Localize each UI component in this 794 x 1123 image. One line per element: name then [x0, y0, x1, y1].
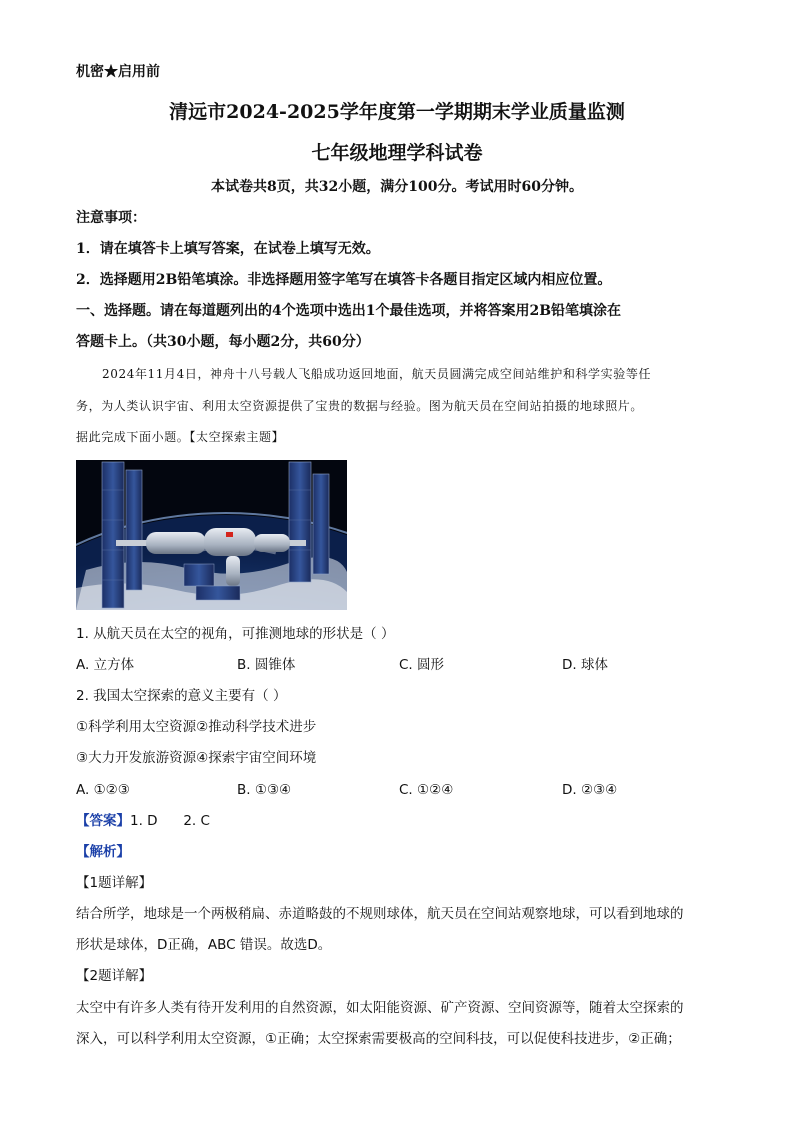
passage-line-1: 2024年11月4日，神舟十八号载人飞船成功返回地面，航天员圆满完成空间站维护和科学实验等任 [102, 367, 652, 381]
passage-line-2: 务，为人类认识宇宙、利用太空资源提供了宝贵的数据与经验。图为航天员在空间站拍摄的地球照片。 [76, 399, 644, 413]
exam-subtitle: 七年级地理学科试卷 [311, 142, 483, 164]
analysis-label: 【解析】 [76, 844, 130, 860]
confidential-mark: 机密★启用前 [76, 64, 160, 80]
exam-info: 本试卷共8页，共32小题，满分100分。考试用时60分钟。 [211, 179, 583, 195]
question-1-stem: 1. 从航天员在太空的视角，可推测地球的形状是（ ） [76, 626, 395, 642]
q1-detail-line-2: 形状是球体，D正确，ABC 错误。故选D。 [76, 937, 332, 953]
q2-detail-heading: 【2题详解】 [76, 968, 153, 984]
answer-row [76, 811, 210, 831]
answer-text: 1. D 2. C [130, 813, 210, 829]
q1-option-a: A. 立方体 [76, 657, 135, 673]
note-item-2: 2．选择题用2B铅笔填涂。非选择题用签字笔写在填答卡各题目指定区域内相应位置。 [76, 272, 612, 288]
q2-option-a: A. ①②③ [76, 782, 130, 798]
question-2-stem: 2. 我国太空探索的意义主要有（ ） [76, 688, 287, 704]
notes-heading: 注意事项： [76, 210, 146, 226]
q2-option-b: B. ①③④ [237, 782, 292, 798]
q1-option-c: C. 圆形 [399, 657, 445, 673]
section-heading-line1: 一、选择题。请在每道题列出的4个选项中选出1个最佳选项，并将答案用2B铅笔填涂在 [76, 303, 622, 319]
q1-detail-line-1: 结合所学，地球是一个两极稍扁、赤道略鼓的不规则球体，航天员在空间站观察地球，可以看到地球的 [76, 906, 684, 922]
q2-detail-line-1: 太空中有许多人类有待开发利用的自然资源，如太阳能资源、矿产资源、空间资源等，随着太空探索的 [76, 1000, 684, 1016]
passage-line-3: 据此完成下面小题。【太空探索主题】 [76, 430, 285, 444]
q2-option-c: C. ①②④ [399, 782, 454, 798]
q1-detail-heading: 【1题详解】 [76, 875, 153, 891]
answer-label: 【答案】 [76, 813, 130, 829]
exam-title: 清远市2024-2025学年度第一学期期末学业质量监测 [169, 101, 625, 123]
q1-option-d: D. 球体 [562, 657, 608, 673]
q1-option-b: B. 圆锥体 [237, 657, 296, 673]
q2-choice-line-1: ①科学利用太空资源②推动科学技术进步 [76, 719, 317, 735]
space-station-illustration [76, 460, 347, 610]
q2-choice-line-2: ③大力开发旅游资源④探索宇宙空间环境 [76, 750, 317, 766]
q2-detail-line-2: 深入，可以科学利用太空资源，①正确；太空探索需要极高的空间科技，可以促使科技进步，②正确； [76, 1031, 681, 1047]
note-item-1: 1．请在填答卡上填写答案，在试卷上填写无效。 [76, 241, 380, 257]
section-heading-line2: 答题卡上。（共30小题，每小题2分，共60分） [76, 334, 370, 350]
space-station-earth-photo [76, 460, 347, 610]
q2-option-d: D. ②③④ [562, 782, 618, 798]
